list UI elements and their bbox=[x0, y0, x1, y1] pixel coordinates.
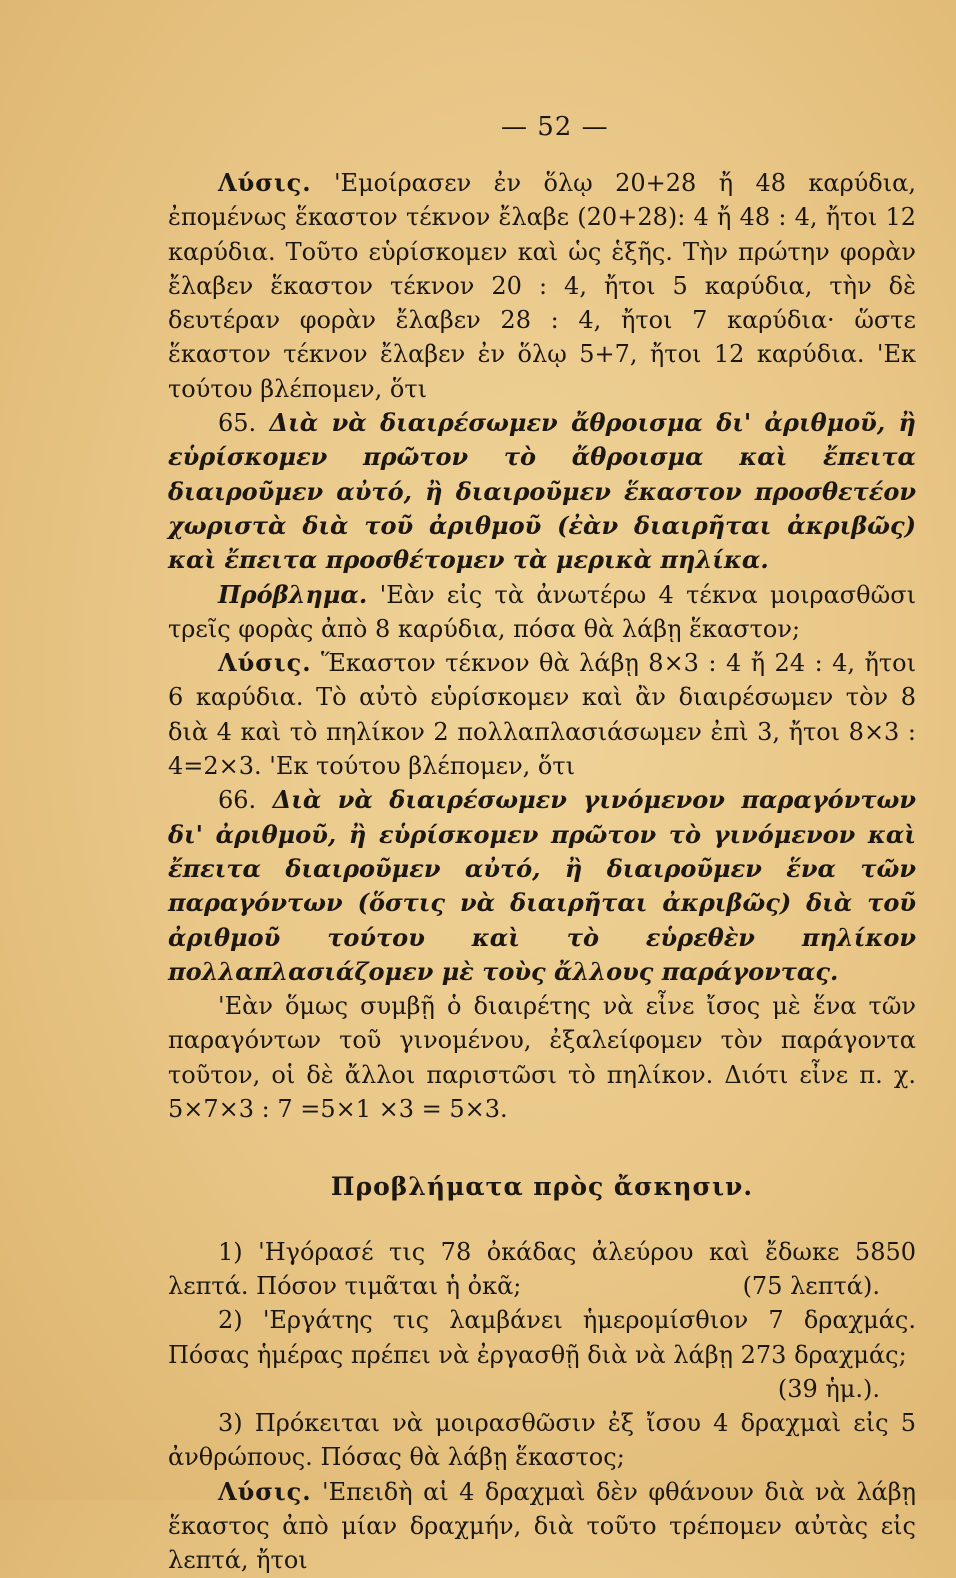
section-heading: Προβλήματα πρὸς ἄσκησιν. bbox=[330, 1172, 754, 1202]
exercise-text: 2) 'Εργάτης τις λαμβάνει ἡμερομίσθιον 7 δραχμάς. Πόσας ἡμέρας πρέπει νὰ ἐργασθῇ διὰ νὰ λάβῃ 273 δραχμάς; bbox=[168, 1306, 916, 1369]
rule-number: 66. bbox=[218, 786, 257, 815]
exercise-answer: (39 ἡμ.). bbox=[777, 1374, 880, 1403]
solution-label: Λύσις. bbox=[218, 1476, 312, 1506]
body-text bbox=[168, 166, 916, 1578]
rule-66 bbox=[168, 783, 916, 989]
exercise-answer: (75 λεπτά). bbox=[742, 1271, 880, 1300]
rule-text: Διὰ νὰ διαιρέσωμεν ἄθροισμα δι' ἀριθμοῦ, ἢ εὑρίσκομεν πρῶτον τὸ ἄθροισμα καὶ ἔπειτα διαιροῦμεν αὐτό, ἢ διαιροῦμεν ἕκαστον προσθετέον χωριστὰ διὰ τοῦ ἀριθμοῦ (ἐὰν διαιρῆται ἀκριβῶς) καὶ ἔπειτα προσθέτομεν τὰ μερικὰ πηλίκα. bbox=[168, 408, 916, 575]
rule-text: Διὰ νὰ διαιρέσωμεν γινόμενον παραγόντων δι' ἀριθμοῦ, ἢ εὑρίσκομεν πρῶτον τὸ γινόμενον καὶ ἔπειτα διαιροῦμεν αὐτό, ἢ διαιροῦμεν ἕνα τῶν παραγόντων (ὅστις νὰ διαιρῆται ἀκριβῶς) διὰ τοῦ ἀριθμοῦ τούτου καὶ τὸ εὑρεθὲν πηλίκον πολλαπλασιάζομεν μὲ τοὺς ἄλλους παράγοντας. bbox=[168, 785, 916, 986]
solution-paragraph-1 bbox=[168, 166, 916, 406]
rule-number: 65. bbox=[218, 409, 257, 438]
solution-paragraph-2 bbox=[168, 646, 916, 783]
exercise-2 bbox=[168, 1303, 916, 1403]
problem-label: Πρόβλημα. bbox=[218, 579, 368, 609]
solution-text: 'Επειδὴ αἱ 4 δραχμαὶ δὲν φθάνουν διὰ νὰ λάβῃ ἕκαστος ἀπὸ μίαν δραχμήν, διὰ τοῦτο τρέπομεν αὐτὰς εἰς λεπτά, ἤτοι bbox=[168, 1477, 916, 1575]
solution-label: Λύσις. bbox=[218, 648, 312, 678]
exercise-text: 1) 'Ηγόρασέ τις 78 ὀκάδας ἀλεύρου καὶ ἔδωκε 5850 λεπτά. Πόσον τιμᾶται ἡ ὀκᾶ; bbox=[168, 1237, 916, 1300]
solution-label: Λύσις. bbox=[218, 168, 312, 197]
problem-text: 'Εὰν εἰς τὰ ἀνωτέρω 4 τέκνα μοιρασθῶσι τρεῖς φορὰς ἀπὸ 8 καρύδια, πόσα θὰ λάβῃ ἕκαστον; bbox=[168, 580, 916, 643]
exercise-text: 3) Πρόκειται νὰ μοιρασθῶσιν ἐξ ἴσου 4 δραχμαὶ εἰς 5 ἀνθρώπους. Πόσας θὰ λάβῃ ἕκαστος; bbox=[168, 1409, 916, 1472]
final-solution bbox=[168, 1475, 916, 1578]
page-number: — 52 — bbox=[501, 112, 609, 142]
rule-65 bbox=[168, 406, 916, 577]
solution-text: 'Εμοίρασεν ἐν ὅλῳ 20+28 ἤ 48 καρύδια, ἐπομένως ἕκαστον τέκνον ἔλαβε (20+28): 4 ἤ 48 : 4, ἤτοι 12 καρύδια. Τοῦτο εὑρίσκομεν καὶ ὡς ἑξῆς. Τὴν πρώτην φορὰν ἔλαβεν ἕκαστον τέκνον 20 : 4, ἤτοι 5 καρύδια, τὴν δὲ δευτέραν φορὰν ἔλαβεν 28 : 4, ἤτοι 7 καρύδια· ὥστε ἕκαστον τέκνον ἔλαβεν ἐν ὅλῳ 5+7, ἤτοι 12 καρύδια. 'Εκ τούτου βλέπομεν, ὅτι bbox=[168, 169, 916, 403]
exercise-3 bbox=[168, 1406, 916, 1475]
exercise-1 bbox=[168, 1235, 916, 1304]
problem-paragraph bbox=[168, 578, 916, 647]
remark-paragraph: 'Εὰν ὅμως συμβῇ ὁ διαιρέτης νὰ εἶνε ἴσος μὲ ἕνα τῶν παραγόντων τοῦ γινομένου, ἐξαλείφομεν τὸν παράγοντα τοῦτον, οἱ δὲ ἄλλοι παριστῶσι τὸ πηλίκον. Διότι εἶνε π. χ. 5×7×3 : 7 =5×1 ×3 = 5×3. bbox=[168, 992, 916, 1124]
solution-text: Ἕκαστον τέκνον θὰ λάβῃ 8×3 : 4 ἤ 24 : 4, ἤτοι 6 καρύδια. Τὸ αὐτὸ εὑρίσκομεν καὶ ἂν διαιρέσωμεν τὸν 8 διὰ 4 καὶ τὸ πηλίκον 2 πολλαπλασιάσωμεν ἐπὶ 3, ἤτοι 8×3 : 4=2×3. 'Εκ τούτου βλέπομεν, ὅτι bbox=[168, 649, 916, 781]
